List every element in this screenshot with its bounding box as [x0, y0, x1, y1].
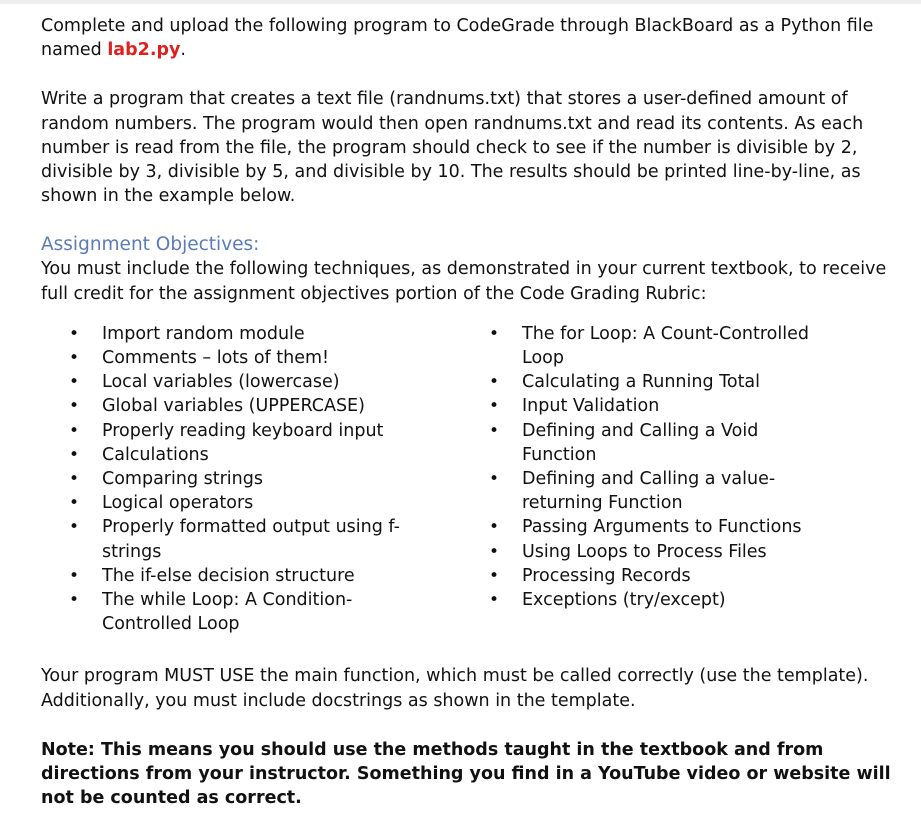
objective-text: Comments – lots of them! — [102, 348, 330, 369]
filename: lab2.py — [107, 40, 181, 61]
objective-text: Comparing strings — [102, 469, 263, 490]
bullet-icon: • — [489, 517, 500, 538]
bullet-icon: • — [489, 565, 500, 586]
objective-text: Properly formatted output using f-strings — [102, 517, 400, 562]
objective-item — [69, 370, 424, 394]
objectives-heading: Assignment Objectives: — [41, 234, 260, 256]
objective-text: Properly reading keyboard input — [102, 420, 384, 441]
objective-text: The for Loop: A Count-Controlled Loop — [522, 323, 809, 369]
objectives-columns — [41, 322, 901, 637]
objective-item — [489, 588, 809, 612]
bullet-icon: • — [69, 517, 80, 538]
objective-item — [69, 322, 424, 346]
objective-item — [489, 467, 809, 515]
bullet-icon: • — [69, 396, 80, 417]
bullet-icon: • — [69, 493, 80, 514]
bullet-icon: • — [489, 372, 500, 393]
objective-item — [489, 564, 809, 588]
objectives-list-right — [489, 322, 809, 637]
bullet-icon: • — [489, 420, 500, 441]
bullet-icon: • — [489, 396, 500, 417]
bullet-icon: • — [69, 323, 80, 344]
objectives-list-left — [69, 322, 424, 637]
description-paragraph: Write a program that creates a text file (randnums.txt) that stores a user-defined amount of random numbers. The program would then open randnums.txt and read its contents. As each number is read from the file, the program should check to see if the number is divisible by 2, divisible by 3, divisible by 5, and divisible by 10. The results should be printed line-by-line, as shown in the example below. — [41, 89, 864, 207]
bullet-icon: • — [69, 444, 80, 465]
objective-item — [489, 322, 809, 370]
objective-text: Import random module — [102, 323, 305, 344]
main-requirement-paragraph: Your program MUST USE the main function, which must be called correctly (use the template). Additionally, you must include docstrings as shown in the template. — [41, 666, 869, 711]
objective-item — [69, 394, 424, 418]
bullet-icon: • — [69, 348, 80, 369]
objective-item — [69, 346, 424, 370]
bullet-icon: • — [489, 541, 500, 562]
objective-item — [69, 419, 424, 443]
bullet-icon: • — [69, 420, 80, 441]
objective-item — [489, 515, 809, 539]
bullet-icon: • — [69, 565, 80, 586]
top-rule — [0, 0, 921, 4]
objective-item — [489, 419, 809, 467]
objective-item — [489, 540, 809, 564]
objective-text: Calculations — [102, 444, 209, 465]
objective-text: Defining and Calling a value-returning Function — [522, 469, 776, 514]
objective-item — [489, 370, 809, 394]
objective-text: The while Loop: A Condition-Controlled Loop — [102, 590, 353, 635]
intro-paragraph — [41, 14, 901, 62]
objective-text: Passing Arguments to Functions — [522, 517, 802, 538]
objectives-intro: You must include the following techniques, as demonstrated in your current textbook, to receive full credit for the assignment objectives portion of the Code Grading Rubric: — [41, 259, 887, 304]
intro-text: Complete and upload the following program to CodeGrade through BlackBoard as a Python file named — [41, 16, 874, 61]
bullet-icon: • — [69, 469, 80, 490]
intro-end: . — [180, 40, 186, 61]
objective-item — [69, 467, 424, 491]
bullet-icon: • — [489, 469, 500, 490]
objective-text: The if-else decision structure — [102, 565, 355, 586]
objective-text: Logical operators — [102, 493, 254, 514]
objective-text: Calculating a Running Total — [522, 372, 761, 393]
objective-item — [69, 443, 424, 467]
objective-text: Exceptions (try/except) — [522, 590, 726, 611]
objective-text: Using Loops to Process Files — [522, 541, 767, 562]
objective-item — [489, 394, 809, 418]
objective-text: Input Validation — [522, 396, 660, 417]
assignment-document — [41, 14, 901, 810]
objective-text: Local variables (lowercase) — [102, 372, 340, 393]
objective-text: Defining and Calling a Void Function — [522, 420, 759, 465]
bullet-icon: • — [69, 372, 80, 393]
objective-item — [69, 491, 424, 515]
bullet-icon: • — [69, 590, 80, 611]
objective-item — [69, 515, 424, 563]
objective-text: Processing Records — [522, 565, 691, 586]
objective-text: Global variables (UPPERCASE) — [102, 396, 365, 417]
bullet-icon: • — [489, 323, 500, 344]
objective-item — [69, 564, 424, 588]
bullet-icon: • — [489, 590, 500, 611]
note-paragraph: Note: This means you should use the methods taught in the textbook and from directions from your instructor. Something you find in a YouTube video or website will not be counted as correct. — [41, 739, 891, 809]
objective-item — [69, 588, 424, 636]
